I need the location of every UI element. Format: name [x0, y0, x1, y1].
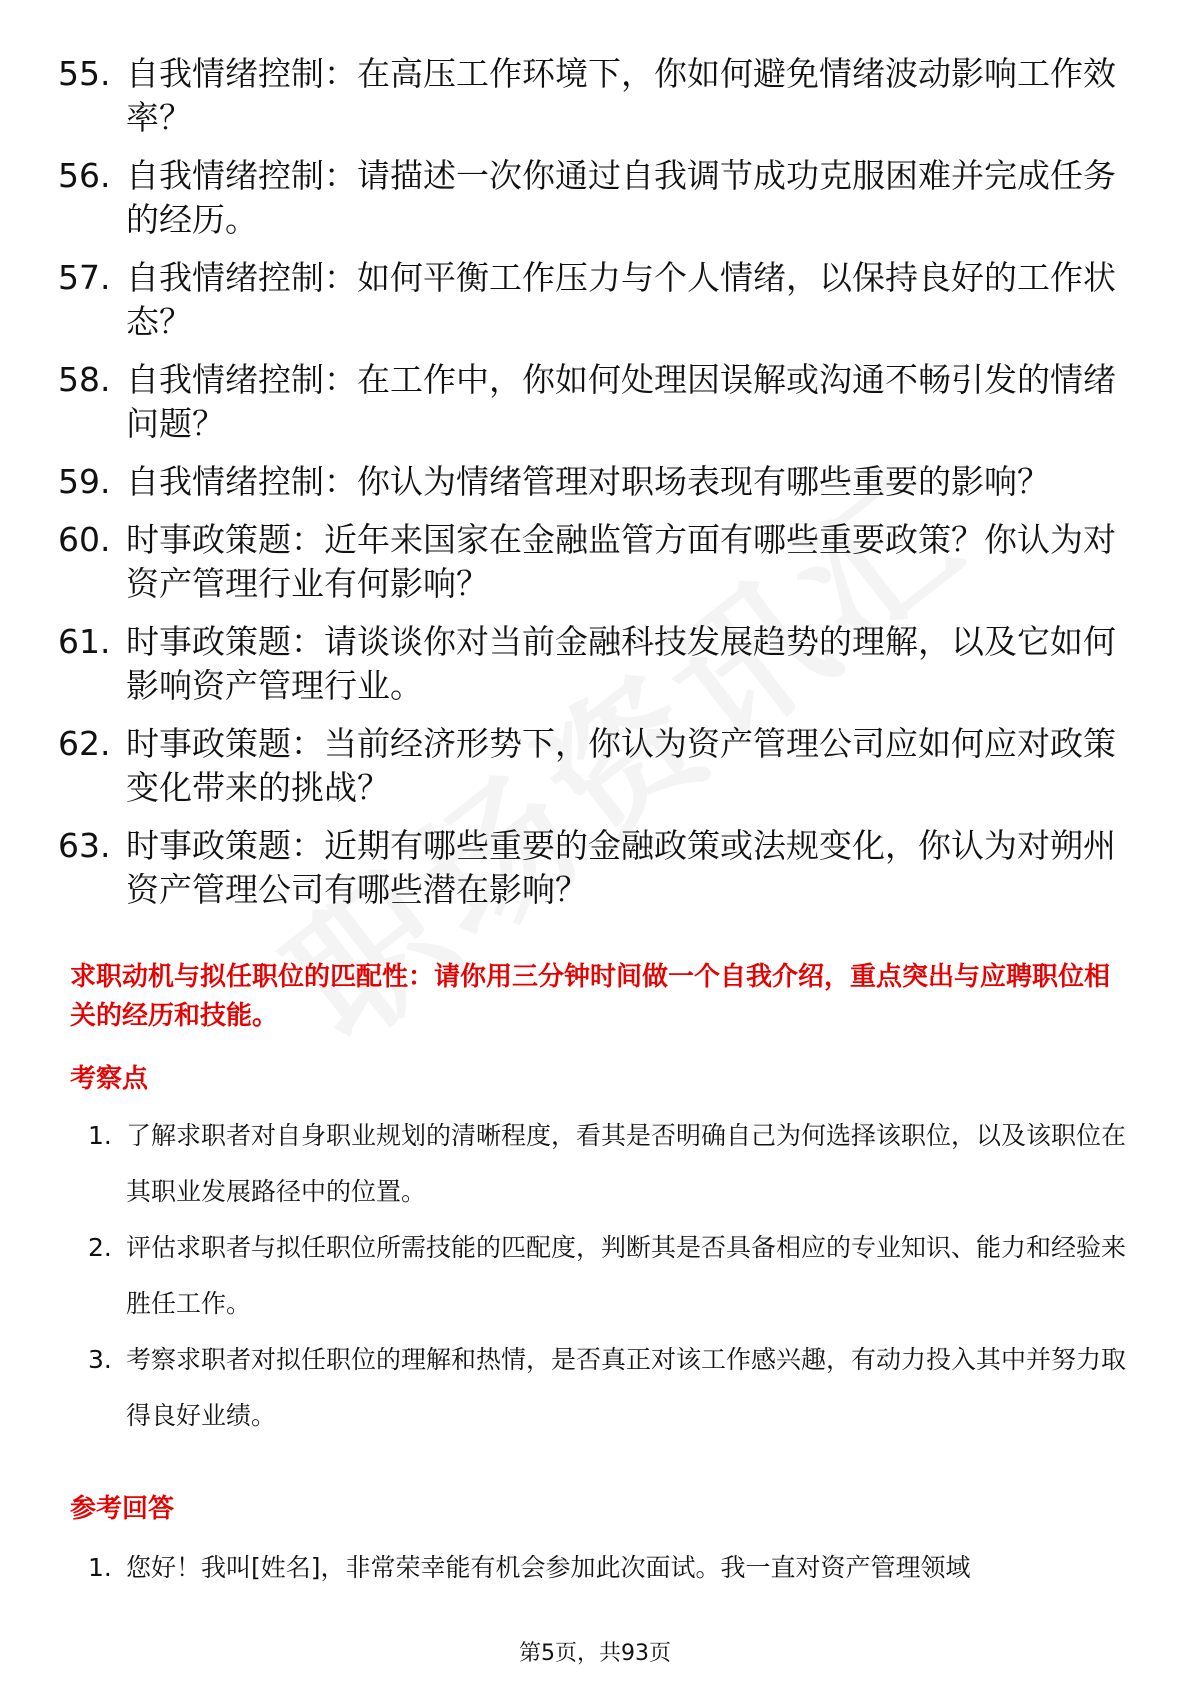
question-item: [58, 518, 1118, 606]
question-text: 自我情绪控制：如何平衡工作压力与个人情绪，以保持良好的工作状态？: [126, 258, 1116, 341]
list-item-text: 了解求职者对自身职业规划的清晰程度，看其是否明确自己为何选择该职位，以及该职位在其职业发展路径中的位置。: [126, 1121, 1127, 1206]
question-text: 时事政策题：近期有哪些重要的金融政策或法规变化，你认为对朔州资产管理公司有哪些潜在影响？: [126, 826, 1116, 909]
question-list: [58, 52, 1118, 926]
list-item: [88, 1332, 1128, 1444]
question-text: 自我情绪控制：你认为情绪管理对职场表现有哪些重要的影响？: [126, 462, 1050, 501]
question-text: 时事政策题：请谈谈你对当前金融科技发展趋势的理解，以及它如何影响资产管理行业。: [126, 622, 1116, 705]
list-item-text: 评估求职者与拟任职位所需技能的匹配度，判断其是否具备相应的专业知识、能力和经验来胜任工作。: [126, 1233, 1127, 1318]
question-item: [58, 620, 1118, 708]
list-item-number: 2.: [88, 1233, 112, 1262]
question-text: 自我情绪控制：在高压工作环境下，你如何避免情绪波动影响工作效率？: [126, 54, 1116, 137]
question-item: [58, 722, 1118, 810]
list-item-number: 1.: [88, 1553, 112, 1582]
question-item: [58, 154, 1118, 242]
list-item: [88, 1540, 1128, 1596]
reference-answer-title: 参考回答: [70, 1494, 175, 1524]
list-item: [88, 1108, 1128, 1220]
question-number: 55.: [58, 54, 111, 93]
highlight-question: 求职动机与拟任职位的匹配性：请你用三分钟时间做一个自我介绍，重点突出与应聘职位相关的经历和技能。: [70, 962, 1111, 1031]
reference-answer-list: [88, 1540, 1128, 1596]
question-item: [58, 256, 1118, 344]
question-item: [58, 52, 1118, 140]
question-item: [58, 358, 1118, 446]
key-points-list: [88, 1108, 1128, 1444]
list-item-text: 您好！我叫[姓名]，非常荣幸能有机会参加此次面试。我一直对资产管理领域: [126, 1553, 971, 1582]
list-item-number: 3.: [88, 1345, 112, 1374]
question-text: 自我情绪控制：在工作中，你如何处理因误解或沟通不畅引发的情绪问题？: [126, 360, 1116, 443]
question-item: [58, 460, 1118, 504]
question-number: 63.: [58, 826, 111, 865]
question-item: [58, 824, 1118, 912]
question-number: 57.: [58, 258, 111, 297]
page-footer: 第5页，共93页: [519, 1641, 671, 1666]
question-text: 时事政策题：近年来国家在金融监管方面有哪些重要政策？你认为对资产管理行业有何影响？: [126, 520, 1116, 603]
question-number: 58.: [58, 360, 111, 399]
question-text: 时事政策题：当前经济形势下，你认为资产管理公司应如何应对政策变化带来的挑战？: [126, 724, 1116, 807]
list-item-text: 考察求职者对拟任职位的理解和热情，是否真正对该工作感兴趣，有动力投入其中并努力取得良好业绩。: [126, 1345, 1127, 1430]
key-points-title: 考察点: [70, 1064, 149, 1094]
question-text: 自我情绪控制：请描述一次你通过自我调节成功克服困难并完成任务的经历。: [126, 156, 1116, 239]
question-number: 56.: [58, 156, 111, 195]
list-item: [88, 1220, 1128, 1332]
question-number: 61.: [58, 622, 111, 661]
list-item-number: 1.: [88, 1121, 112, 1150]
question-number: 62.: [58, 724, 111, 763]
question-number: 59.: [58, 462, 111, 501]
question-number: 60.: [58, 520, 111, 559]
